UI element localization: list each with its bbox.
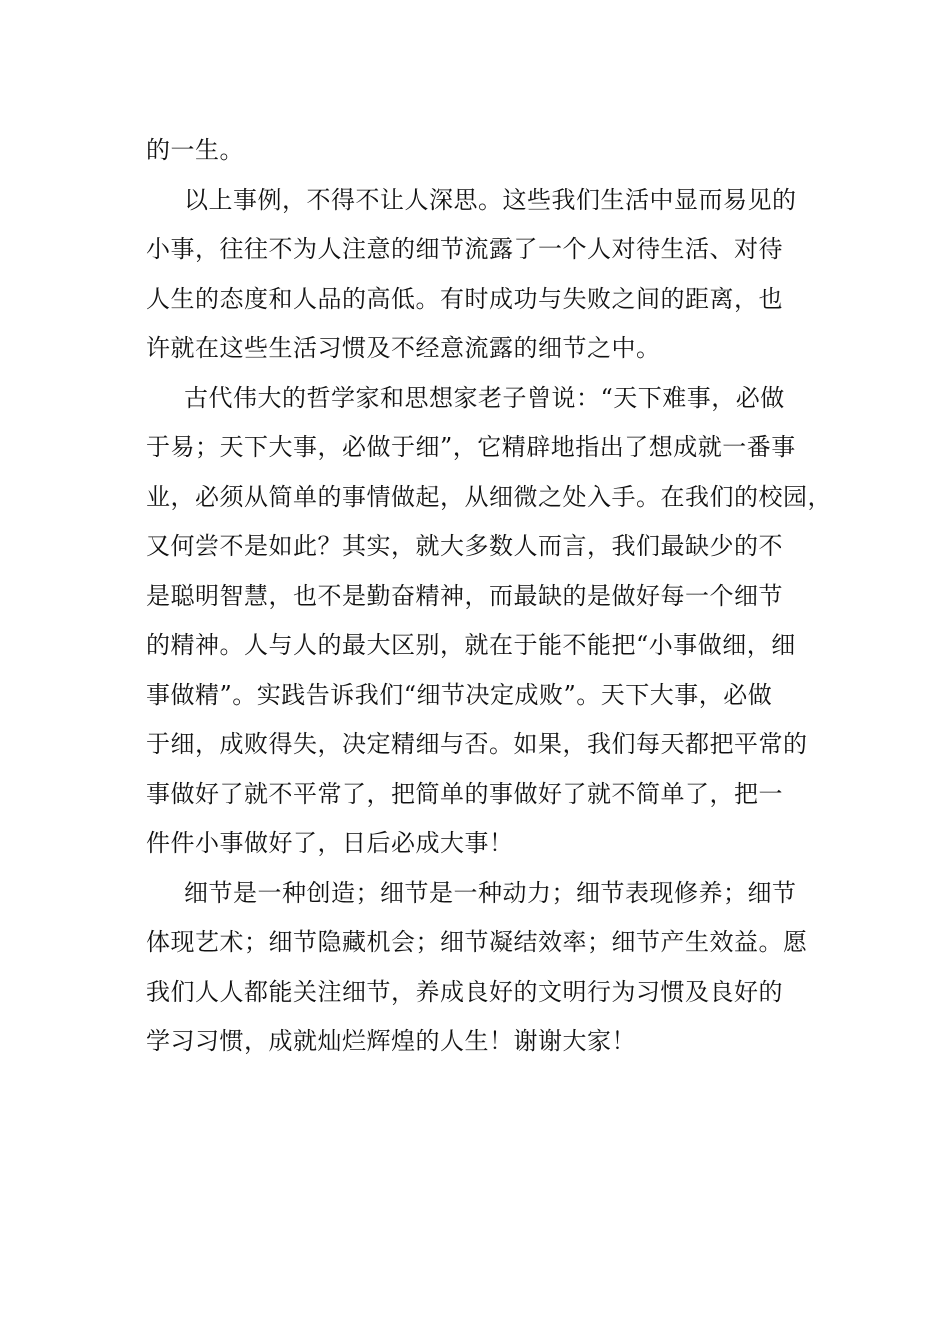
text-line: 事做精”。实践告诉我们“细节决定成败”。天下大事，必做: [146, 680, 773, 709]
text-line: 事做好了就不平常了，把简单的事做好了就不简单了，把一: [146, 779, 783, 808]
text-line: 细节是一种创造；细节是一种动力；细节表现修养；细节: [184, 878, 797, 907]
text-line: 的一生。: [146, 136, 244, 164]
text-line: 业，必须从简单的事情做起，从细微之处入手。在我们的校园，: [146, 482, 832, 511]
text-line: 体现艺术；细节隐藏机会；细节凝结效率；细节产生效益。愿: [146, 928, 808, 956]
text-line: 许就在这些生活习惯及不经意流露的细节之中。: [146, 334, 661, 362]
text-line: 件件小事做好了，日后必成大事！: [146, 829, 514, 857]
text-line: 我们人人都能关注细节，养成良好的文明行为习惯及良好的: [146, 977, 783, 1006]
text-line: 以上事例，不得不让人深思。这些我们生活中显而易见的: [184, 185, 797, 214]
text-line: 是聪明智慧，也不是勤奋精神，而最缺的是做好每一个细节: [146, 581, 783, 610]
text-line: 的精神。人与人的最大区别，就在于能不能把“小事做细，细: [146, 631, 796, 659]
text-line: 学习习惯，成就灿烂辉煌的人生！谢谢大家！: [146, 1027, 636, 1055]
text-line: 又何尝不是如此？其实，就大多数人而言，我们最缺少的不: [146, 532, 783, 560]
text-line: 人生的态度和人品的高低。有时成功与失败之间的距离，也: [146, 284, 783, 313]
body-text: [146, 126, 832, 1067]
text-line: 小事，往往不为人注意的细节流露了一个人对待生活、对待: [146, 235, 783, 263]
text-line: 古代伟大的哲学家和思想家老子曾说：“天下难事，必做: [184, 383, 785, 412]
text-line: 于细，成败得失，决定精细与否。如果，我们每天都把平常的: [146, 730, 808, 758]
text-line: 于易；天下大事，必做于细”，它精辟地指出了想成就一番事: [146, 433, 796, 461]
